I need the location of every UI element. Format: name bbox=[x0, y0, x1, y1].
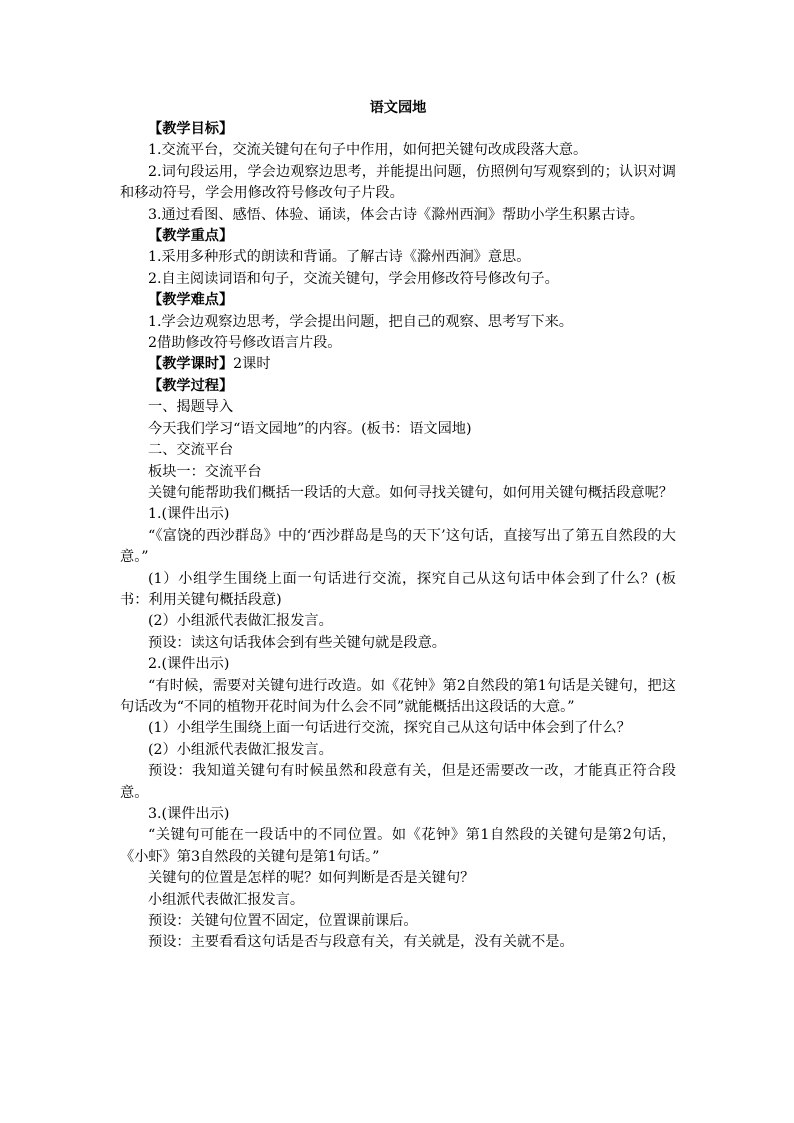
key-point-item: 1.采用多种形式的朗读和背诵。了解古诗《滁州西涧》意思。 bbox=[148, 249, 531, 266]
process-paragraph: 3.(课件出示) bbox=[148, 806, 230, 822]
objective-item: 1.交流平台，交流关键句在句子中作用，如何把关键句改成段落大意。 bbox=[148, 142, 588, 159]
process-paragraph: 板块一：交流平台 bbox=[148, 463, 262, 480]
process-paragraph: 预设：我知道关键句有时候虽然和段意有关，但是还需要改一改，才能真正符合段意。 bbox=[120, 763, 676, 801]
class-hours-value: 2课时 bbox=[233, 356, 271, 373]
section-heading-objectives: 【教学目标】 bbox=[148, 121, 234, 137]
difficulty-item: 2借助修改符号修改语言片段。 bbox=[148, 335, 342, 352]
process-paragraph: “《富饶的西沙群岛》中的‘西沙群岛是鸟的天下’这句话，直接写出了第五自然段的大意。” bbox=[120, 527, 676, 566]
process-paragraph: 小组派代表做汇报发言。 bbox=[148, 891, 305, 908]
process-paragraph: 预设：主要看看这句话是否与段意有关，有关就是，没有关就不是。 bbox=[148, 934, 574, 951]
process-paragraph: 预设：读这句话我体会到有些关键句就是段意。 bbox=[148, 634, 446, 651]
process-paragraph: 1.(课件出示) bbox=[148, 506, 230, 523]
process-paragraph: (1）小组学生围绕上面一句话进行交流，探究自己从这句话中体会到了什么？(板书：利用关键句概括段意) bbox=[120, 570, 676, 608]
process-paragraph: (2）小组派代表做汇报发言。 bbox=[148, 613, 333, 630]
objective-item: 3.通过看图、感悟、体验、诵读，体会古诗《滁州西涧》帮助小学生积累古诗。 bbox=[148, 206, 644, 223]
process-paragraph: 今天我们学习“语文园地”的内容。(板书：语文园地) bbox=[148, 420, 472, 437]
objective-item: 2.词句段运用，学会边观察边思考，并能提出问题，仿照例句写观察到的；认识对调和移动符号，学会用修改符号修改句子片段。 bbox=[120, 163, 676, 202]
section-heading-difficulties: 【教学难点】 bbox=[148, 292, 234, 309]
process-paragraph: 二、交流平台 bbox=[148, 442, 234, 459]
difficulty-item: 1.学会边观察边思考，学会提出问题，把自己的观察、思考写下来。 bbox=[148, 313, 573, 330]
process-paragraph: 关键句能帮助我们概括一段话的大意。如何寻找关键句，如何用关键句概括段意呢？ bbox=[148, 484, 673, 501]
section-heading-process: 【教学过程】 bbox=[148, 377, 234, 394]
process-paragraph: “关键句可能在一段话中的不同位置。如《花钟》第1自然段的关键句是第2句话，《小虾》第3自然段的关键句是第1句话。” bbox=[120, 827, 676, 865]
class-hours-line bbox=[120, 354, 676, 375]
document-body bbox=[120, 97, 676, 954]
document-title: 语文园地 bbox=[369, 100, 427, 116]
section-heading-key-points: 【教学重点】 bbox=[148, 228, 234, 245]
section-heading-class-hours: 【教学课时】 bbox=[148, 356, 234, 373]
process-paragraph: (2）小组派代表做汇报发言。 bbox=[148, 741, 333, 758]
process-paragraph: “有时候，需要对关键句进行改造。如《花钟》第2自然段的第1句话是关键句，把这句话改为“不同的植物开花时间为什么会不同”就能概括出这段话的大意。” bbox=[120, 677, 676, 715]
process-paragraph: (1）小组学生围绕上面一句话进行交流，探究自己从这句话中体会到了什么？ bbox=[148, 720, 631, 737]
process-paragraph: 关键句的位置是怎样的呢？如何判断是否是关键句？ bbox=[148, 870, 475, 887]
process-paragraph: 2.(课件出示) bbox=[148, 656, 230, 673]
key-point-item: 2.自主阅读词语和句子，交流关键句，学会用修改符号修改句子。 bbox=[148, 270, 559, 287]
process-paragraph: 一、揭题导入 bbox=[148, 399, 234, 416]
process-paragraph: 预设：关键句位置不固定，位置课前课后。 bbox=[148, 913, 418, 930]
